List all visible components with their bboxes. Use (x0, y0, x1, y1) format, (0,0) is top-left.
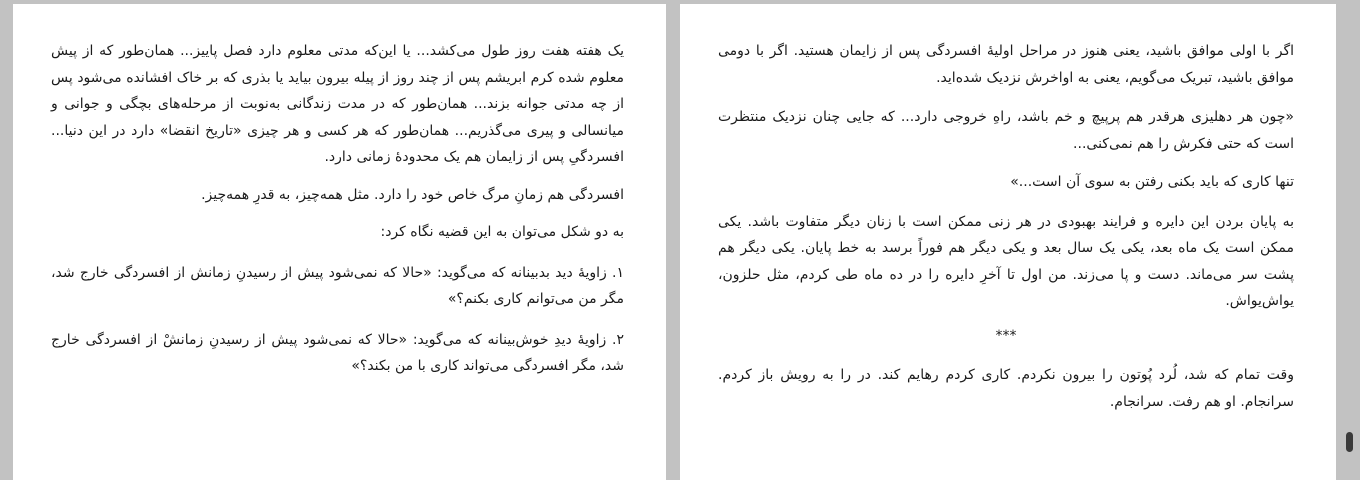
right-paragraph-3: تنها کاری که باید بکنی رفتن به سوی آن است...» (1010, 174, 1294, 190)
right-page (680, 4, 1336, 480)
right-paragraph-4: به پایان بردن این دایره و فرایند بهبودی در هر زنی ممکن است با زنان دیگر متفاوت باشد. یکی ممکن است یک ماه بعد، یکی یک سال بعد و یکی دیگر هم فوراً برسد به خط پایان. یکی دیگر هم پشت سر می‌ماند. دست و پا می‌زند. من اول تا آخرِ دایره را در ده ماه طی کردم، مثل حلزون، یواش‌یواش. (718, 213, 1294, 309)
right-closing-paragraph: وقت تمام که شد، لُرد پُوتون را بیرون نکردم. کاری کردم رهایم کند. در را به رویش باز کردم. سرانجام. او هم رفت. سرانجام. (718, 367, 1294, 410)
left-paragraph-4: ۱. زاویهٔ دید بدبینانه که می‌گوید: «حالا که نمی‌شود پیش از رسیدنِ زمانش از افسردگی خارج شد، مگر من می‌توانم کاری بکنم؟» (51, 264, 624, 307)
right-paragraph-1: اگر با اولی موافق باشید، یعنی هنوز در مراحل اولیهٔ افسردگی پس از زایمان هستید. اگر با دومی موافق باشید، تبریک می‌گویم، یعنی به اواخرش نزدیک شده‌اید. (718, 43, 1294, 86)
section-separator: *** (995, 327, 1017, 344)
left-paragraph-3: به دو شکل می‌توان به این قضیه نگاه کرد: (380, 224, 624, 240)
left-paragraph-5: ۲. زاویهٔ دیدِ خوش‌بینانه که می‌گوید: «حالا که نمی‌شود پیش از رسیدنِ زمانشْ از افسردگی خارج شد، مگر افسردگی می‌تواند کاری با من بکند؟» (51, 331, 624, 374)
scrollbar-thumb[interactable] (1346, 432, 1353, 452)
right-paragraph-2: «چون هر دهلیزی هرقدر هم پرپیچ و خم باشد، راهِ خروجی دارد... که جایی چنان نزدیک منتظرت است که حتی فکرش را هم نمی‌کنی... (718, 109, 1294, 152)
left-page (13, 4, 666, 480)
left-paragraph-1: یک هفته هفت روز طول می‌کشد... یا این‌که مدتی معلوم دارد فصل پاییز... همان‌طور که از پیش معلوم شده کرم ابریشم پس از چند روز از پیله بیرون بیاید یا بذری که بر خاک افشانده می‌شود پس از چه مدتی جوانه بزند... همان‌طور که در مدت زندگانی به‌نوبت از مرحله‌های بچگی و جوانی و میانسالی و پیری می‌گذریم... همان‌طور که هر کسی و هر چیزی «تاریخ انقضا» دارد در این دنیا... افسردگیِ پس از زایمان هم یک محدودهٔ زمانی دارد. (51, 43, 624, 165)
left-paragraph-2: افسردگی هم زمانِ مرگ خاص خود را دارد. مثل همه‌چیز، به قدرِ همه‌چیز. (201, 186, 624, 203)
